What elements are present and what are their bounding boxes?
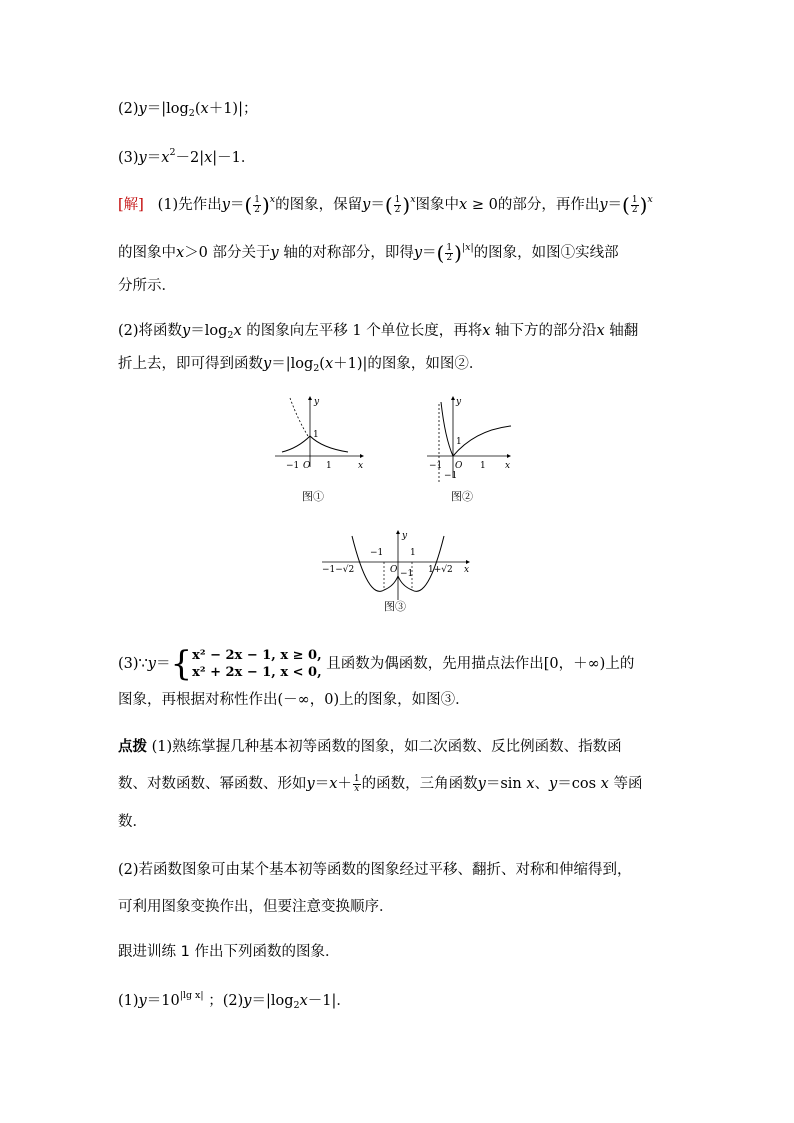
log-base: 2 — [313, 363, 320, 374]
paren-open: ( — [622, 193, 630, 217]
x-axis-arrow — [360, 454, 364, 458]
equation-line-3 — [118, 143, 255, 168]
eq-mid: －2| — [175, 150, 205, 166]
exponent: |lg x| — [179, 990, 204, 1001]
text: ；(2) — [203, 993, 244, 1009]
paren-close: ) — [454, 241, 462, 265]
numerator: 1 — [254, 194, 260, 205]
var-x: x — [526, 776, 535, 792]
log-base: 2 — [293, 1000, 300, 1011]
text: 可利用图象变换作出，但要注意变换顺序． — [118, 899, 394, 915]
text: 且函数为偶函数，先用描点法作出[0，＋∞)上的 — [321, 656, 635, 672]
denominator: 2 — [394, 204, 401, 215]
y-tick-neg1: −1 — [400, 569, 414, 579]
x-label: x — [505, 461, 511, 471]
paren-close: ) — [639, 193, 648, 217]
paren-close: ) — [261, 193, 270, 217]
tip-line-5 — [118, 897, 394, 917]
piecewise-cases — [192, 647, 322, 681]
text: ＝|log — [251, 993, 294, 1009]
y-tick-1: 1 — [456, 437, 462, 447]
tick-1: 1 — [480, 461, 486, 471]
text: 轴下方的部分沿 — [490, 323, 597, 339]
figure-2-caption: 图② — [451, 490, 473, 503]
exponent: x — [269, 194, 276, 205]
text: ＞0 部分关于 — [184, 245, 271, 261]
var-x: x — [299, 993, 308, 1009]
eq: ＝ — [314, 776, 330, 792]
tip-line-4 — [118, 860, 632, 880]
text: (1) — [118, 993, 139, 1009]
tick-neg1: −1 — [429, 461, 443, 471]
part3-line-1 — [118, 644, 634, 684]
text: (1)熟练掌握几种基本初等函数的图象，如二次函数、反比例函数、指数函 — [147, 739, 622, 755]
y-label: y — [456, 397, 462, 407]
solution-line-3 — [118, 276, 176, 296]
var-y: y — [549, 776, 558, 792]
origin-label: O — [390, 565, 398, 575]
eq: ＝ — [422, 245, 437, 261]
var-y: y — [413, 245, 423, 261]
text: 的图象，保留 — [275, 197, 363, 213]
fraction-half — [631, 196, 639, 215]
eq: ＝ — [155, 656, 171, 672]
plus: ＋ — [337, 776, 352, 792]
origin-label: O — [303, 461, 311, 471]
text: ＝cos — [557, 776, 601, 792]
eq-rest: ＋1)|； — [208, 101, 258, 117]
var-y: y — [270, 245, 279, 261]
text: 轴的对称部分，即得 — [278, 245, 414, 261]
numerator: 1 — [446, 242, 453, 253]
var-y: y — [477, 776, 486, 792]
text: 等函 — [608, 776, 643, 792]
practice-line — [118, 986, 351, 1016]
var-y: y — [362, 197, 371, 213]
fraction-half — [394, 196, 402, 215]
text: 折上去，即可得到函数 — [118, 356, 263, 372]
var-x: x — [161, 150, 170, 166]
part2-line-2 — [118, 354, 483, 379]
paren-open: ( — [436, 241, 445, 265]
var-y: y — [221, 197, 230, 213]
text: 的图象向左平移 1 个单位长度，再将 — [241, 323, 483, 339]
left-branch — [441, 402, 453, 456]
fraction-half — [253, 196, 261, 215]
text: 图象，再根据对称性作出(－∞，0)上的图象，如图③． — [118, 692, 470, 708]
var-y: y — [263, 356, 272, 372]
practice-title — [118, 942, 339, 962]
cases-brace: { — [170, 644, 193, 684]
log-base: 2 — [188, 108, 195, 119]
fraction-1-over-x — [353, 775, 361, 794]
tip-line-3 — [118, 812, 147, 832]
text: 、 — [534, 776, 550, 792]
var-x: x — [482, 323, 491, 339]
text: 轴翻 — [604, 323, 639, 339]
figure-3-caption: 图③ — [384, 600, 406, 613]
var-x: x — [596, 323, 605, 339]
numerator: 1 — [353, 773, 360, 784]
x-axis-arrow — [507, 454, 511, 458]
part3-line-2 — [118, 690, 470, 710]
text: 数、对数函数、幂函数、形如 — [118, 776, 307, 792]
equation-line-2 — [118, 99, 257, 124]
var-x: x — [204, 150, 213, 166]
figure-3-graph — [318, 528, 478, 608]
tip-line-2 — [118, 774, 642, 794]
text: (1)先作出 — [157, 197, 222, 213]
paren: ( — [194, 101, 201, 117]
origin-label: O — [455, 461, 463, 471]
text: ＋1)|的图象，如图②． — [333, 356, 484, 372]
item-number: (2) — [118, 101, 139, 117]
text: ( — [319, 356, 325, 372]
var-y: y — [243, 993, 252, 1009]
x-label: x — [464, 565, 470, 575]
var-x: x — [233, 323, 242, 339]
var-x: x — [600, 776, 609, 792]
y-axis-arrow — [451, 396, 455, 400]
text: 的函数，三角函数 — [361, 776, 478, 792]
eq: ＝ — [607, 197, 623, 213]
solution-line-1 — [118, 190, 653, 215]
var-y: y — [138, 101, 147, 117]
solution-tag: [解] — [118, 197, 144, 213]
numerator: 1 — [631, 194, 638, 205]
text: －1|． — [307, 993, 351, 1009]
text: 图象中 — [415, 197, 460, 213]
text: 分所示． — [118, 278, 176, 294]
exponent: 2 — [169, 147, 176, 158]
text: ≥ 0的部分，再作出 — [467, 197, 600, 213]
figure-1-caption: 图① — [302, 490, 324, 503]
fraction-half — [445, 244, 453, 263]
var-x: x — [176, 245, 185, 261]
case-2: x² + 2x − 1, x < 0, — [192, 665, 322, 680]
dashed-curve — [290, 398, 308, 436]
text: (2)将函数 — [118, 323, 183, 339]
y-label: y — [314, 397, 320, 407]
tick-1: 1 — [326, 461, 332, 471]
x-axis-arrow — [466, 560, 470, 564]
log-base: 2 — [227, 330, 234, 341]
y-tick-1: 1 — [313, 430, 319, 440]
y-axis-arrow — [396, 530, 400, 534]
var-y: y — [138, 993, 147, 1009]
text: ＝10 — [146, 993, 180, 1009]
eq-rest: |－1． — [212, 150, 256, 166]
left-parabola — [352, 536, 398, 591]
text: ＝log — [190, 323, 228, 339]
tip-line-1 — [118, 737, 622, 757]
text: ＝|log — [271, 356, 314, 372]
text: 的图象中 — [118, 245, 176, 261]
exponent: |x| — [461, 242, 474, 253]
denominator: x — [354, 783, 360, 794]
x-label: x — [358, 461, 364, 471]
var-y: y — [138, 150, 147, 166]
figure-3 — [318, 528, 478, 613]
text: ＝sin — [485, 776, 527, 792]
exponent: x — [410, 194, 416, 205]
y-label: y — [402, 531, 408, 541]
case-1: x² − 2x − 1, x ≥ 0, — [192, 648, 322, 663]
figure-2-graph — [425, 392, 520, 482]
denominator: 2 — [631, 204, 638, 215]
exponent: x — [647, 194, 653, 205]
eq: ＝ — [229, 197, 245, 213]
var-x: x — [329, 776, 338, 792]
text: 跟进训练 1 作出下列函数的图象． — [118, 944, 340, 960]
paren-open: ( — [244, 193, 253, 217]
numerator: 1 — [394, 194, 401, 205]
tick-1: 1 — [410, 548, 416, 558]
part2-line-1 — [118, 321, 638, 346]
denominator: 2 — [254, 204, 260, 215]
eq-text: ＝ — [146, 150, 162, 166]
figure-2 — [425, 392, 520, 503]
var-y: y — [306, 776, 315, 792]
tick-neg1: −1 — [286, 461, 300, 471]
tick-right-root: 1+√2 — [428, 565, 453, 575]
text: (2)若函数图象可由某个基本初等函数的图象经过平移、翻折、对称和伸缩得到， — [118, 862, 632, 878]
text: 的图象，如图①实线部 — [473, 245, 619, 261]
figure-1-graph — [270, 392, 370, 472]
figure-1 — [270, 392, 370, 503]
solution-line-2 — [118, 238, 619, 263]
tick-left-root: −1−√2 — [322, 565, 355, 575]
var-x: x — [200, 101, 209, 117]
var-x: x — [324, 356, 334, 372]
paren-open: ( — [384, 193, 393, 217]
var-y: y — [599, 197, 608, 213]
text: 数． — [118, 814, 147, 830]
denominator: 2 — [446, 252, 453, 263]
eq-text: ＝|log — [146, 101, 189, 117]
var-x: x — [459, 197, 468, 213]
tip-label: 点拨 — [118, 738, 147, 755]
eq: ＝ — [370, 197, 385, 213]
tick-neg1: −1 — [370, 548, 384, 558]
var-y: y — [147, 656, 156, 672]
y-axis-arrow — [308, 396, 312, 400]
y-tick-neg1: −1 — [444, 471, 458, 481]
text: (3)∵ — [118, 656, 148, 672]
var-y: y — [182, 323, 191, 339]
item-number: (3) — [118, 150, 139, 166]
right-parabola — [398, 536, 444, 591]
paren-close: ) — [402, 193, 411, 217]
